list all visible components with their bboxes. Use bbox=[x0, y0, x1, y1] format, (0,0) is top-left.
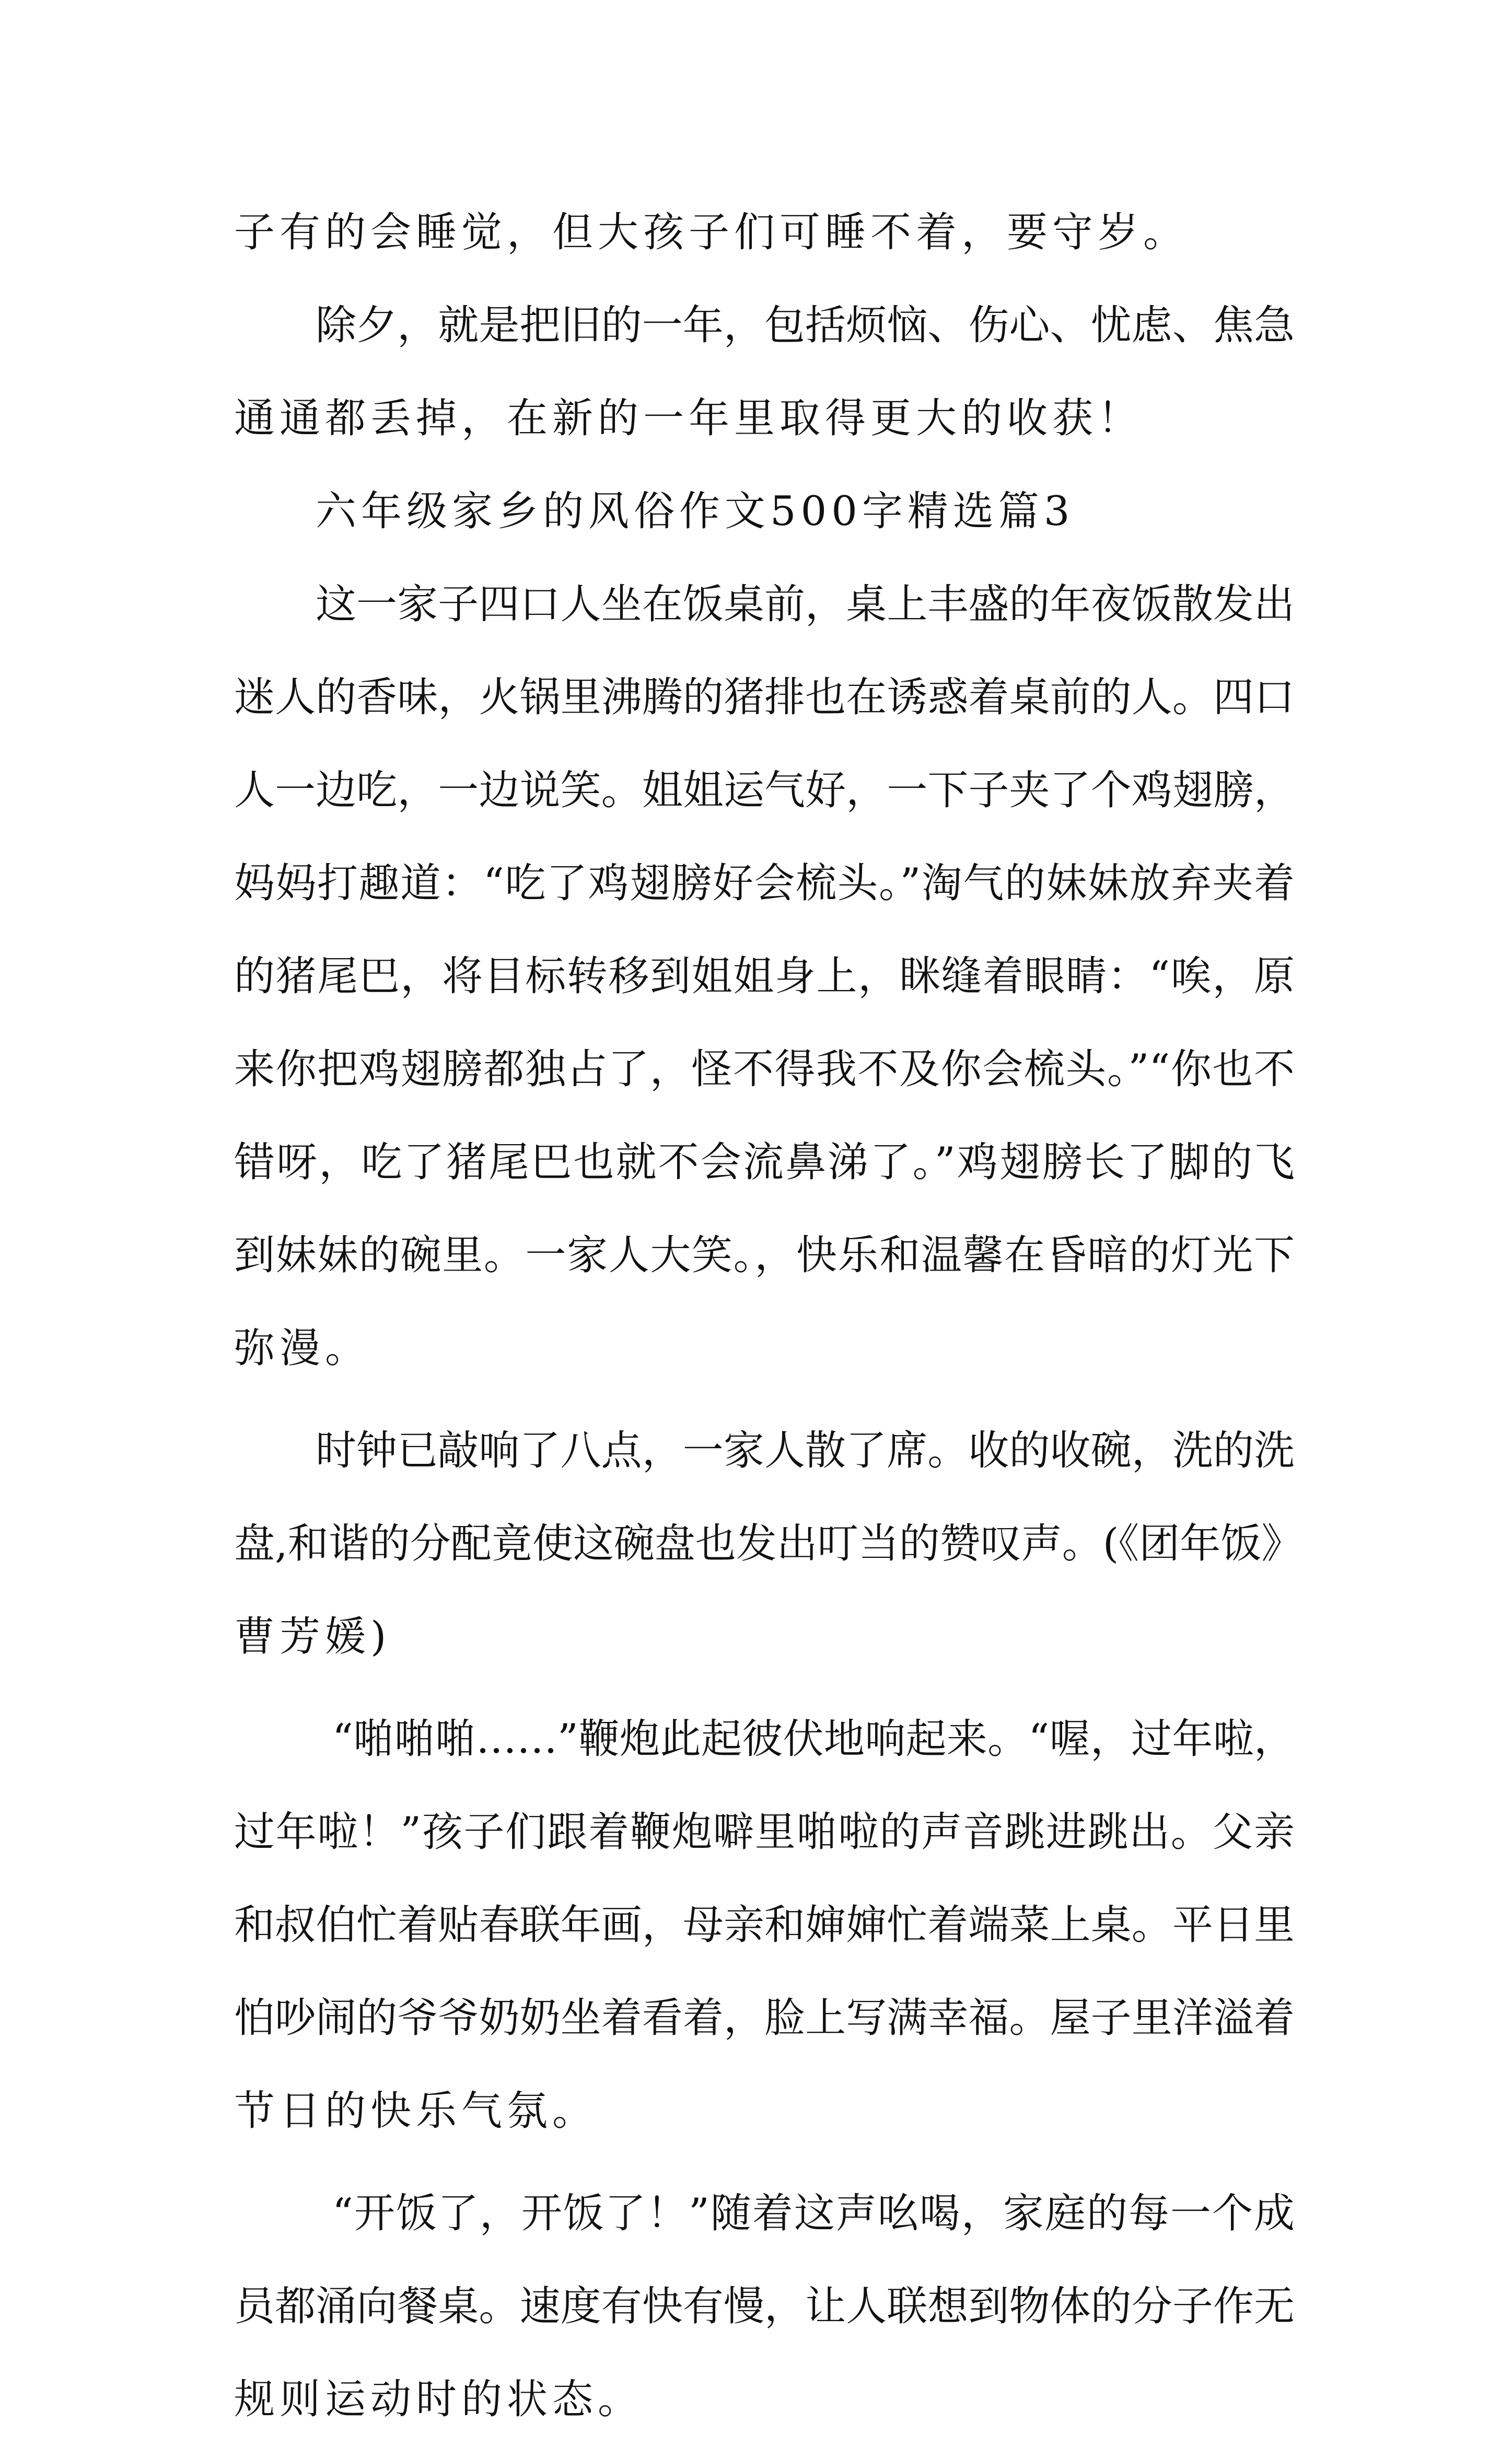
section-heading: 六年级家乡的风俗作文500字精选篇3 bbox=[316, 488, 1075, 535]
text-line: 节日的快乐气氛。 bbox=[234, 2088, 598, 2135]
paragraph-gap bbox=[234, 1683, 1295, 1693]
document-body bbox=[234, 186, 1302, 2446]
paragraph-first-line: 这一家子四口人坐在饭桌前，桌上丰盛的年夜饭散发出 bbox=[316, 581, 1295, 628]
paragraph-first-line: “开饭了，开饭了！”随着这声吆喝，家庭的每一个成 bbox=[332, 2190, 1295, 2237]
text-line: 和叔伯忙着贴春联年画，母亲和婶婶忙着端菜上桌。平日里 bbox=[234, 1902, 1295, 1949]
text-line: 过年啦！”孩子们跟着鞭炮噼里啪啦的声音跳进跳出。父亲 bbox=[234, 1809, 1295, 1856]
paragraph-gap bbox=[234, 1395, 1295, 1404]
text-line: 迷人的香味，火锅里沸腾的猪排也在诱惑着桌前的人。四口 bbox=[234, 674, 1295, 721]
text-line: 盘,和谐的分配竟使这碗盘也发出叮当的赞叹声。(《团年饭》 bbox=[234, 1520, 1302, 1567]
text-line: 子有的会睡觉，但大孩子们可睡不着，要守岁。 bbox=[234, 209, 1189, 256]
text-line: 通通都丢掉，在新的一年里取得更大的收获！ bbox=[234, 395, 1144, 442]
text-line: 到妹妹的碗里。一家人大笑。，快乐和温馨在昏暗的灯光下 bbox=[234, 1232, 1295, 1279]
text-line: 错呀，吃了猪尾巴也就不会流鼻涕了。”鸡翅膀长了脚的飞 bbox=[234, 1139, 1295, 1186]
paragraph-first-line: 时钟已敲响了八点，一家人散了席。收的收碗，洗的洗 bbox=[316, 1427, 1295, 1474]
text-line: 怕吵闹的爷爷奶奶坐着看着，脸上写满幸福。屋子里洋溢着 bbox=[234, 1995, 1295, 2042]
text-line: 规则运动时的状态。 bbox=[234, 2376, 644, 2423]
text-line: 员都涌向餐桌。速度有快有慢，让人联想到物体的分子作无 bbox=[234, 2283, 1295, 2330]
paragraph-first-line: “啪啪啪……”鞭炮此起彼伏地响起来。“喔，过年啦， bbox=[332, 1716, 1295, 1763]
paragraph-first-line: 除夕，就是把旧的一年，包括烦恼、伤心、忧虑、焦急 bbox=[316, 302, 1295, 349]
text-line: 人一边吃，一边说笑。姐姐运气好，一下子夹了个鸡翅膀， bbox=[234, 767, 1295, 814]
text-line: 来你把鸡翅膀都独占了，怪不得我不及你会梳头。”“你也不 bbox=[234, 1046, 1295, 1093]
text-line: 曹芳媛) bbox=[234, 1613, 391, 1660]
text-line: 妈妈打趣道：“吃了鸡翅膀好会梳头。”淘气的妹妹放弃夹着 bbox=[234, 860, 1295, 907]
paragraph-gap bbox=[234, 2158, 1295, 2167]
text-line: 弥漫。 bbox=[234, 1325, 371, 1372]
text-line: 的猪尾巴，将目标转移到姐姐身上，眯缝着眼睛：“唉，原 bbox=[234, 953, 1295, 1000]
